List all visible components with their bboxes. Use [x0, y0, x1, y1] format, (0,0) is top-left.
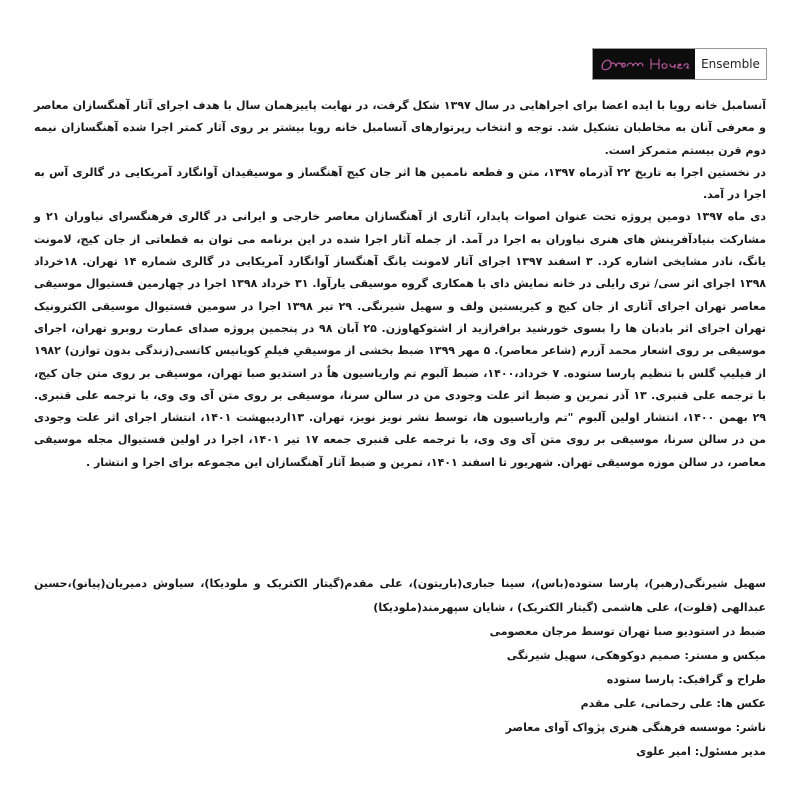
recording-line: ضبط در استودیو صبا تهران توسط مرجان معصومی	[489, 625, 766, 638]
publisher-line: ناشر: موسسه فرهنگی هنری پژواک آوای معاصر	[505, 721, 766, 734]
dream-house-script-logo	[593, 49, 695, 79]
about-text	[34, 95, 766, 474]
design-line: طراح و گرافیک: پارسا ستوده	[606, 673, 766, 686]
members-line: سهیل شیرنگی(رهبر)، پارسا ستوده(باس)، سینا جباری(باریتون)، علی مقدم(گیتار الکتریک و ملودیکا)، سیاوش دمیریان(پیانو)،حسین عبدالهی (فلوت)، علی هاشمی (گیتار الکتریک) ، شایان سپهرمند(ملودیکا)	[34, 577, 766, 614]
photos-line: عکس ها: علی رحمانی، علی مقدم	[580, 697, 766, 710]
credits-block	[34, 572, 766, 764]
intro-paragraph: آنسامبل خانه رویا با ایده اعضا برای اجراهایی در سال ۱۳۹۷ شکل گرفت، در نهایت پاییزهمان سال با هدف اجرای آثار آهنگسازان معاصر و معرفی آنان به مخاطبان تشکیل شد. توجه و انتخاب رپرتوارهای آنسامبل خانه رویا بیشتر بر روی آثار کمتر اجرا شده آهنگسازان نیمه دوم قرن بیستم متمرکز است.	[34, 99, 766, 157]
dream-house-script-mark	[596, 51, 692, 77]
ensemble-logo	[592, 48, 767, 80]
mix-master-line: میکس و مستر: صمیم دوکوهکی، سهیل شیرنگی	[506, 649, 766, 662]
director-line: مدیر مسئول: امیر علوی	[636, 745, 766, 758]
first-performance-paragraph: در نخستین اجرا به تاریخ ۲۲ آذرماه ۱۳۹۷، متن و قطعه ناممین ها اثر جان کیج آهنگساز و موسیقیدان آوانگارد آمریکایی در گالری آس به اجرا در آمد.	[34, 165, 767, 202]
ensemble-label: Ensemble	[695, 49, 766, 79]
history-paragraph: دی ماه ۱۳۹۷ دومین پروژه تحت عنوان اصوات پایدار، آثاری از آهنگسازان معاصر خارجی و ایرانی در گالری فرهنگسرای نیاوران ۲۱ و مشارکت بنیادآفرینش های هنری نیاوران به اجرا در آمد. از جمله آثار اجرا شده در این برنامه می توان به قطعاتی از جان کیج، لامونت یانگ، نادر مشایخی اشاره کرد. ۳ اسفند ۱۳۹۷ اجرای آثار لامونت یانگ آهنگساز آوانگارد آمریکایی در گالری شماره ۱۴ تهران. ۱۸خرداد ۱۳۹۸ اجرای اثر سی/ تری رایلی در خانه نمایش دای با همکاری گروه موسیقی یارآوا. ۳۱ خرداد ۱۳۹۸ اجرا در چهارمین فستیوال موسیقی معاصر تهران اجرای آثاری از جان کیج و کیریستین ولف و سهیل شیرنگی. ۲۹ تیر ۱۳۹۸ اجرا در سومین فستیوال موسیقی الکترونیک تهران اجرای اثر بادبان ها را بسوی خورشید برافرازید از اشتوکهاوزن. ۲۵ آبان ۹۸ در پنجمین پروژه صدای عمارت روبرو تهران، اجرای موسیقی بر روی اشعار محمد آزرم (شاعر معاصر). ۵ مهر ۱۳۹۹ ضبط بخشی از موسیقیِ فیلمِ کویانیس کاتسی(زندگی بدون توازن) ۱۹۸۲ از فیلیپ گلس با تنظیم پارسا ستوده. ۷ خرداد،۱۴۰۰، ضبط آلبوم تم واریاسیون هاٌ در استدیو صبا تهران، موسیقی بر روی متن جان کیج، با ترجمه علی قنبری. ۱۳ آذر تمرین و ضبط اثر علت وجودی من در سالن سرنا، موسیقی بر روی متن آی وی وی، با ترجمه علی قنبری. ۲۹ بهمن ۱۴۰۰، انتشار اولین آلبوم "تم واریاسیون ها، توسط نشر نویز نویز، تهران. ۱۳اردیبهشت ۱۴۰۱، انتشار اجرای اثر علت وجودی من در سالن سرنا، موسیقی بر روی متن آی وی وی، با ترجمه علی قنبری جمعه ۱۷ تیر ۱۴۰۱، اجرا در اولین فستیوال مجله موسیقی معاصر، در سالن موزه موسیقی تهران. شهریور تا اسفند ۱۴۰۱، تمرین و ضبط آثار آهنگسازان این مجموعه برای اجرا و انتشار .	[34, 210, 767, 469]
